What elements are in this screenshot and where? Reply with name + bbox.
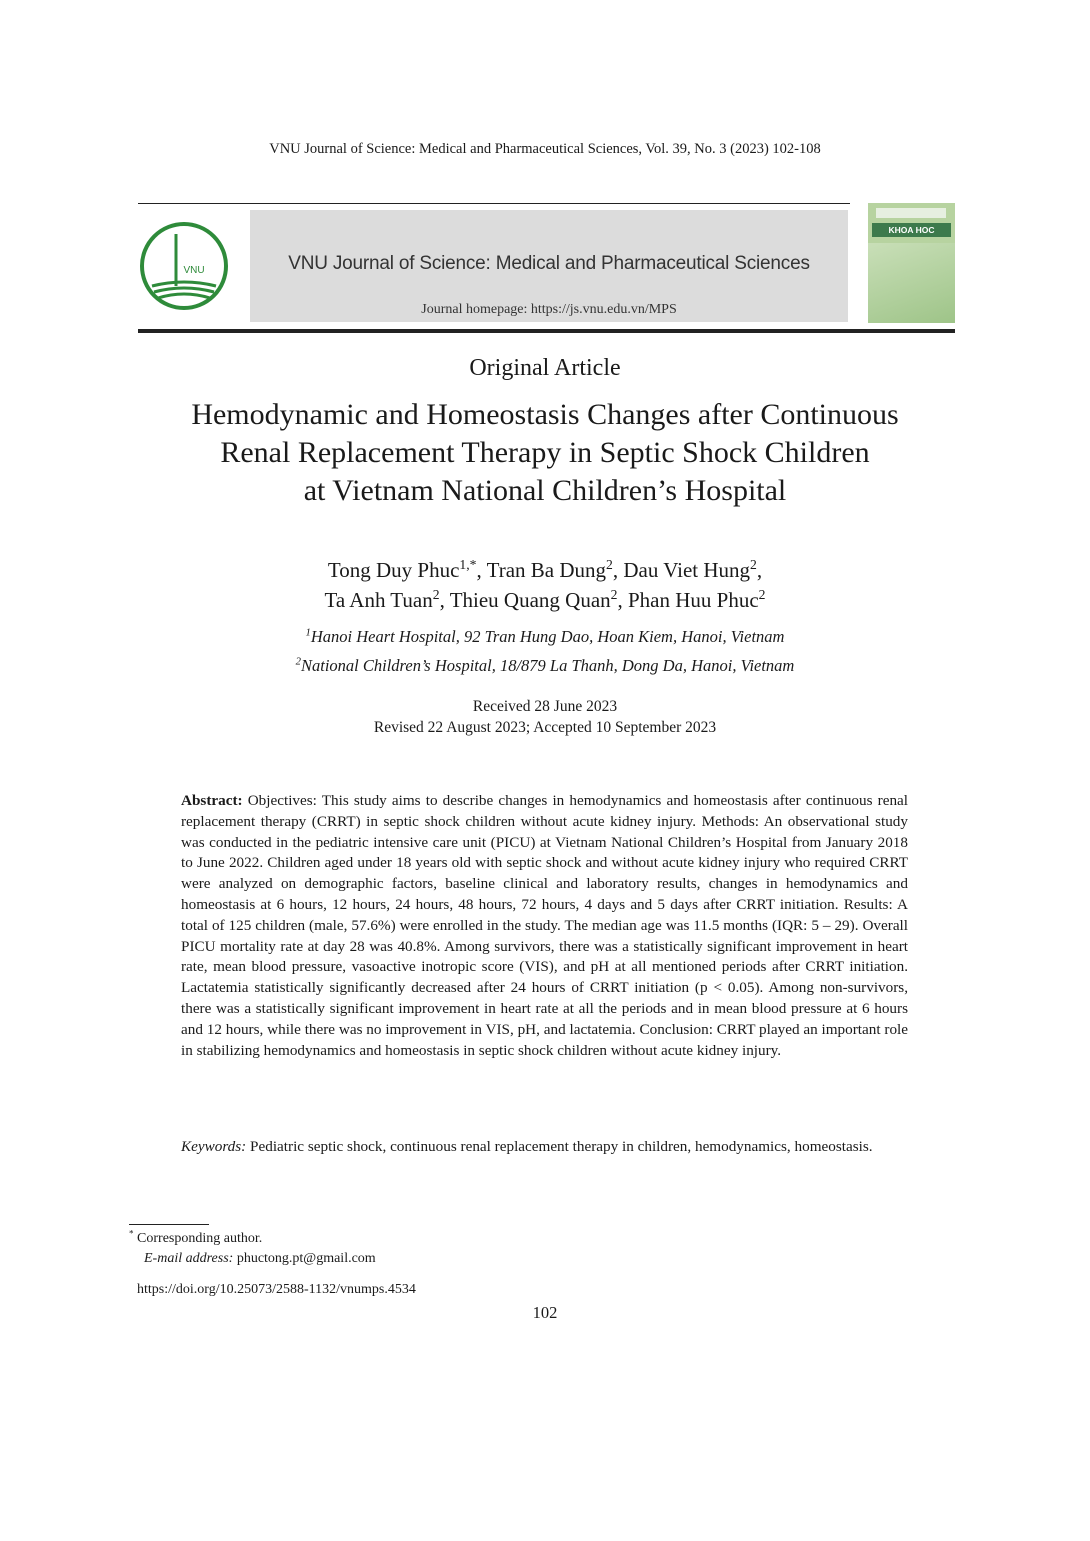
author-affil-sup: 2 [758, 587, 766, 602]
cover-top-strip [876, 208, 946, 218]
keywords-text: Pediatric septic shock, continuous renal replacement therapy in children, hemodynamics, homeostasis. [246, 1138, 873, 1155]
author-name: Dau Viet Hung [623, 558, 751, 582]
title-line: Hemodynamic and Homeostasis Changes after Continuous [191, 398, 899, 431]
abstract-text: Objectives: This study aims to describe changes in hemodynamics and homeostasis after continuous renal replacement therapy (CRRT) in septic shock children without acute kidney injury. Methods: An observational study was conducted in the pediatric intensive care unit (PICU) at Vietnam National Children’s Hospital from January 2018 to June 2022. Children aged under 18 years old with septic shock and without acute kidney injury who required CRRT were analyzed on demographic factors, baseline clinical and laboratory results, changes in hemodynamics and homeostasis at 6 hours, 12 hours, 24 hours, 48 hours, 72 hours, 4 days and 5 days after CRRT initiation. Results: A total of 125 children (male, 57.6%) were enrolled in the study. The median age was 11.5 months (IQR: 5 – 29). Overall PICU mortality rate at day 28 was 40.8%. Among survivors, there was a statistically significant improvement in heart rate, mean blood pressure, vasoactive inotropic score (VIS), and pH at all mentioned periods after CRRT initiation. Lactatemia statistically significantly decreased after 24 hours of CRRT initiation (p < 0.05). Among non-survivors, there was a statistically significant improvement in heart rate at all the periods and in mean blood pressure at 6 hours and 12 hours, while there was no improvement in VIS, pH, and lactatemia. Conclusion: CRRT played an important role in stabilizing hemodynamics and homeostasis in septic shock children without acute kidney injury. [181, 792, 908, 1059]
affiliation-2: $^2$National Children’s Hospital, 18/879 La Thanh, Dong Da, Hanoi, Vietnam [295, 655, 795, 675]
article-title [0, 396, 1090, 510]
cover-image [868, 243, 955, 323]
author-name: Phan Huu Phuc [627, 588, 759, 612]
author-name: Tran Ba Dung [486, 558, 607, 582]
received-date: Received 28 June 2023 [472, 698, 618, 715]
affiliation-1: $^1$Hanoi Heart Hospital, 92 Tran Hung Dao, Hoan Kiem, Hanoi, Vietnam [305, 626, 785, 646]
abstract [181, 791, 908, 1061]
vnu-logo [138, 220, 230, 312]
header-rule [138, 203, 850, 204]
journal-cover [868, 203, 955, 323]
keywords [181, 1137, 908, 1158]
author-name: Thieu Quang Quan [449, 588, 611, 612]
banner-title: VNU Journal of Science: Medical and Pharmaceutical Sciences [288, 253, 810, 274]
revised-accepted-date: Revised 22 August 2023; Accepted 10 September 2023 [373, 719, 717, 736]
doi-link[interactable]: https://doi.org/10.25073/2588-1132/vnumps.4534 [137, 1282, 416, 1297]
article-dates [0, 696, 1090, 738]
author-affil-sup: 2 [432, 587, 440, 602]
page-number: 102 [532, 1303, 558, 1322]
email-link[interactable]: phuctong.pt@gmail.com [233, 1251, 376, 1266]
footnote-email: E-mail address: phuctong.pt@gmail.com [144, 1251, 376, 1266]
author-name: Ta Anh Tuan [324, 588, 433, 612]
footnote-rule [129, 1224, 209, 1225]
author-affil-sup: 2 [750, 557, 757, 572]
keywords-label: Keywords: [181, 1138, 247, 1155]
abstract-label: Abstract: [181, 792, 243, 809]
author-line-1: Tong Duy Phuc$^{1,*}$, Tran Ba Dung$^2$, Dau Viet Hung$^2$, [327, 557, 763, 582]
cover-label: KHOA HOC [872, 223, 951, 237]
article-type: Original Article [469, 355, 621, 381]
author-affil-sup: 1,* [459, 557, 477, 572]
banner-homepage[interactable]: Journal homepage: https://js.vnu.edu.vn/MPS [421, 302, 677, 317]
author-name: Tong Duy Phuc [327, 558, 460, 582]
author-list [0, 555, 1090, 615]
logo-text: VNU [183, 265, 205, 276]
author-line-2: Ta Anh Tuan$^2$, Thieu Quang Quan$^2$, Phan Huu Phuc$^2$ [324, 587, 766, 612]
running-head: VNU Journal of Science: Medical and Pharmaceutical Sciences, Vol. 39, No. 3 (2023) 102-108 [269, 141, 821, 157]
title-line: at Vietnam National Children’s Hospital [303, 474, 787, 507]
title-line: Renal Replacement Therapy in Septic Shock Children [220, 436, 870, 469]
header-thick-rule [138, 329, 955, 333]
footnote-corresponding: * Corresponding author. [129, 1228, 263, 1246]
author-affil-sup: 2 [610, 587, 618, 602]
author-affil-sup: 2 [606, 557, 613, 572]
